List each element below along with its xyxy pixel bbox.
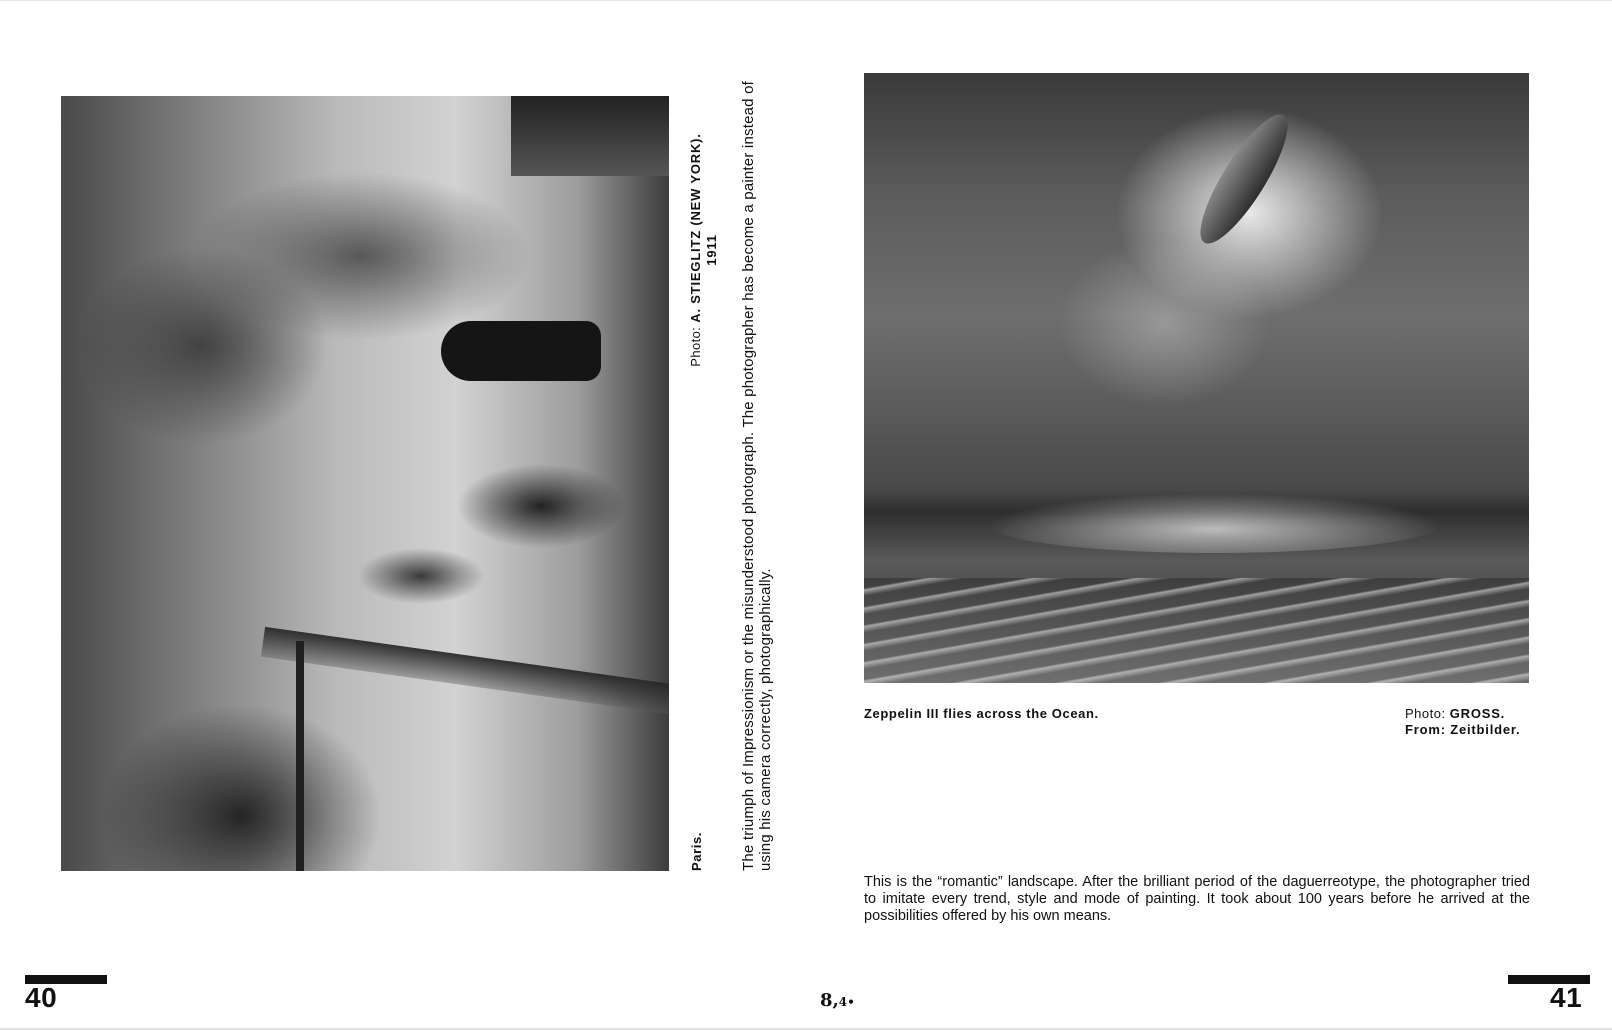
credit-source: From: Zeitbilder. — [1405, 722, 1521, 737]
photo-building-shape — [511, 96, 669, 176]
credit-prefix: Photo: — [1405, 706, 1446, 721]
credit-prefix: Photo: — [688, 326, 703, 367]
photo-pole-shape — [296, 641, 304, 871]
zeppelin-photo — [864, 73, 1529, 683]
zeppelin-caption: Zeppelin III flies across the Ocean. — [864, 706, 1099, 721]
top-edge — [0, 0, 1612, 1]
credit-year: 1911 — [704, 234, 719, 266]
photo-wave-shape — [984, 493, 1444, 553]
credit-name: GROSS. — [1449, 706, 1506, 721]
signature-small: 4• — [838, 995, 855, 1009]
photo-railing-shape — [261, 627, 669, 715]
page-number-right: 41 — [1550, 982, 1583, 1013]
page-number-left: 40 — [25, 982, 58, 1013]
paris-photo — [61, 96, 669, 871]
stieglitz-credit — [688, 100, 728, 400]
photo-sea-shape — [864, 578, 1529, 683]
signature-main: 8, — [820, 990, 839, 1011]
romantic-landscape-text: This is the “romantic” landscape. After the brilliant period of the daguerreotype, the photographer tried to imitate every trend, style and mode of painting. It took about 100 years before he arrived at the possibilities offered by his own means. — [864, 874, 1530, 924]
credit-name: A. STIEGLITZ (NEW YORK). — [688, 133, 703, 323]
photo-figure-shape — [441, 321, 601, 381]
impressionism-commentary: The triumph of Impressionism or the misunderstood photograph. The photographer has become a painter instead of using his camera correctly, photographically. — [740, 81, 774, 871]
gross-credit — [1405, 706, 1605, 740]
zeppelin-icon — [1186, 104, 1301, 253]
printer-signature — [820, 990, 855, 1011]
paris-caption-title: Paris. — [689, 831, 704, 871]
